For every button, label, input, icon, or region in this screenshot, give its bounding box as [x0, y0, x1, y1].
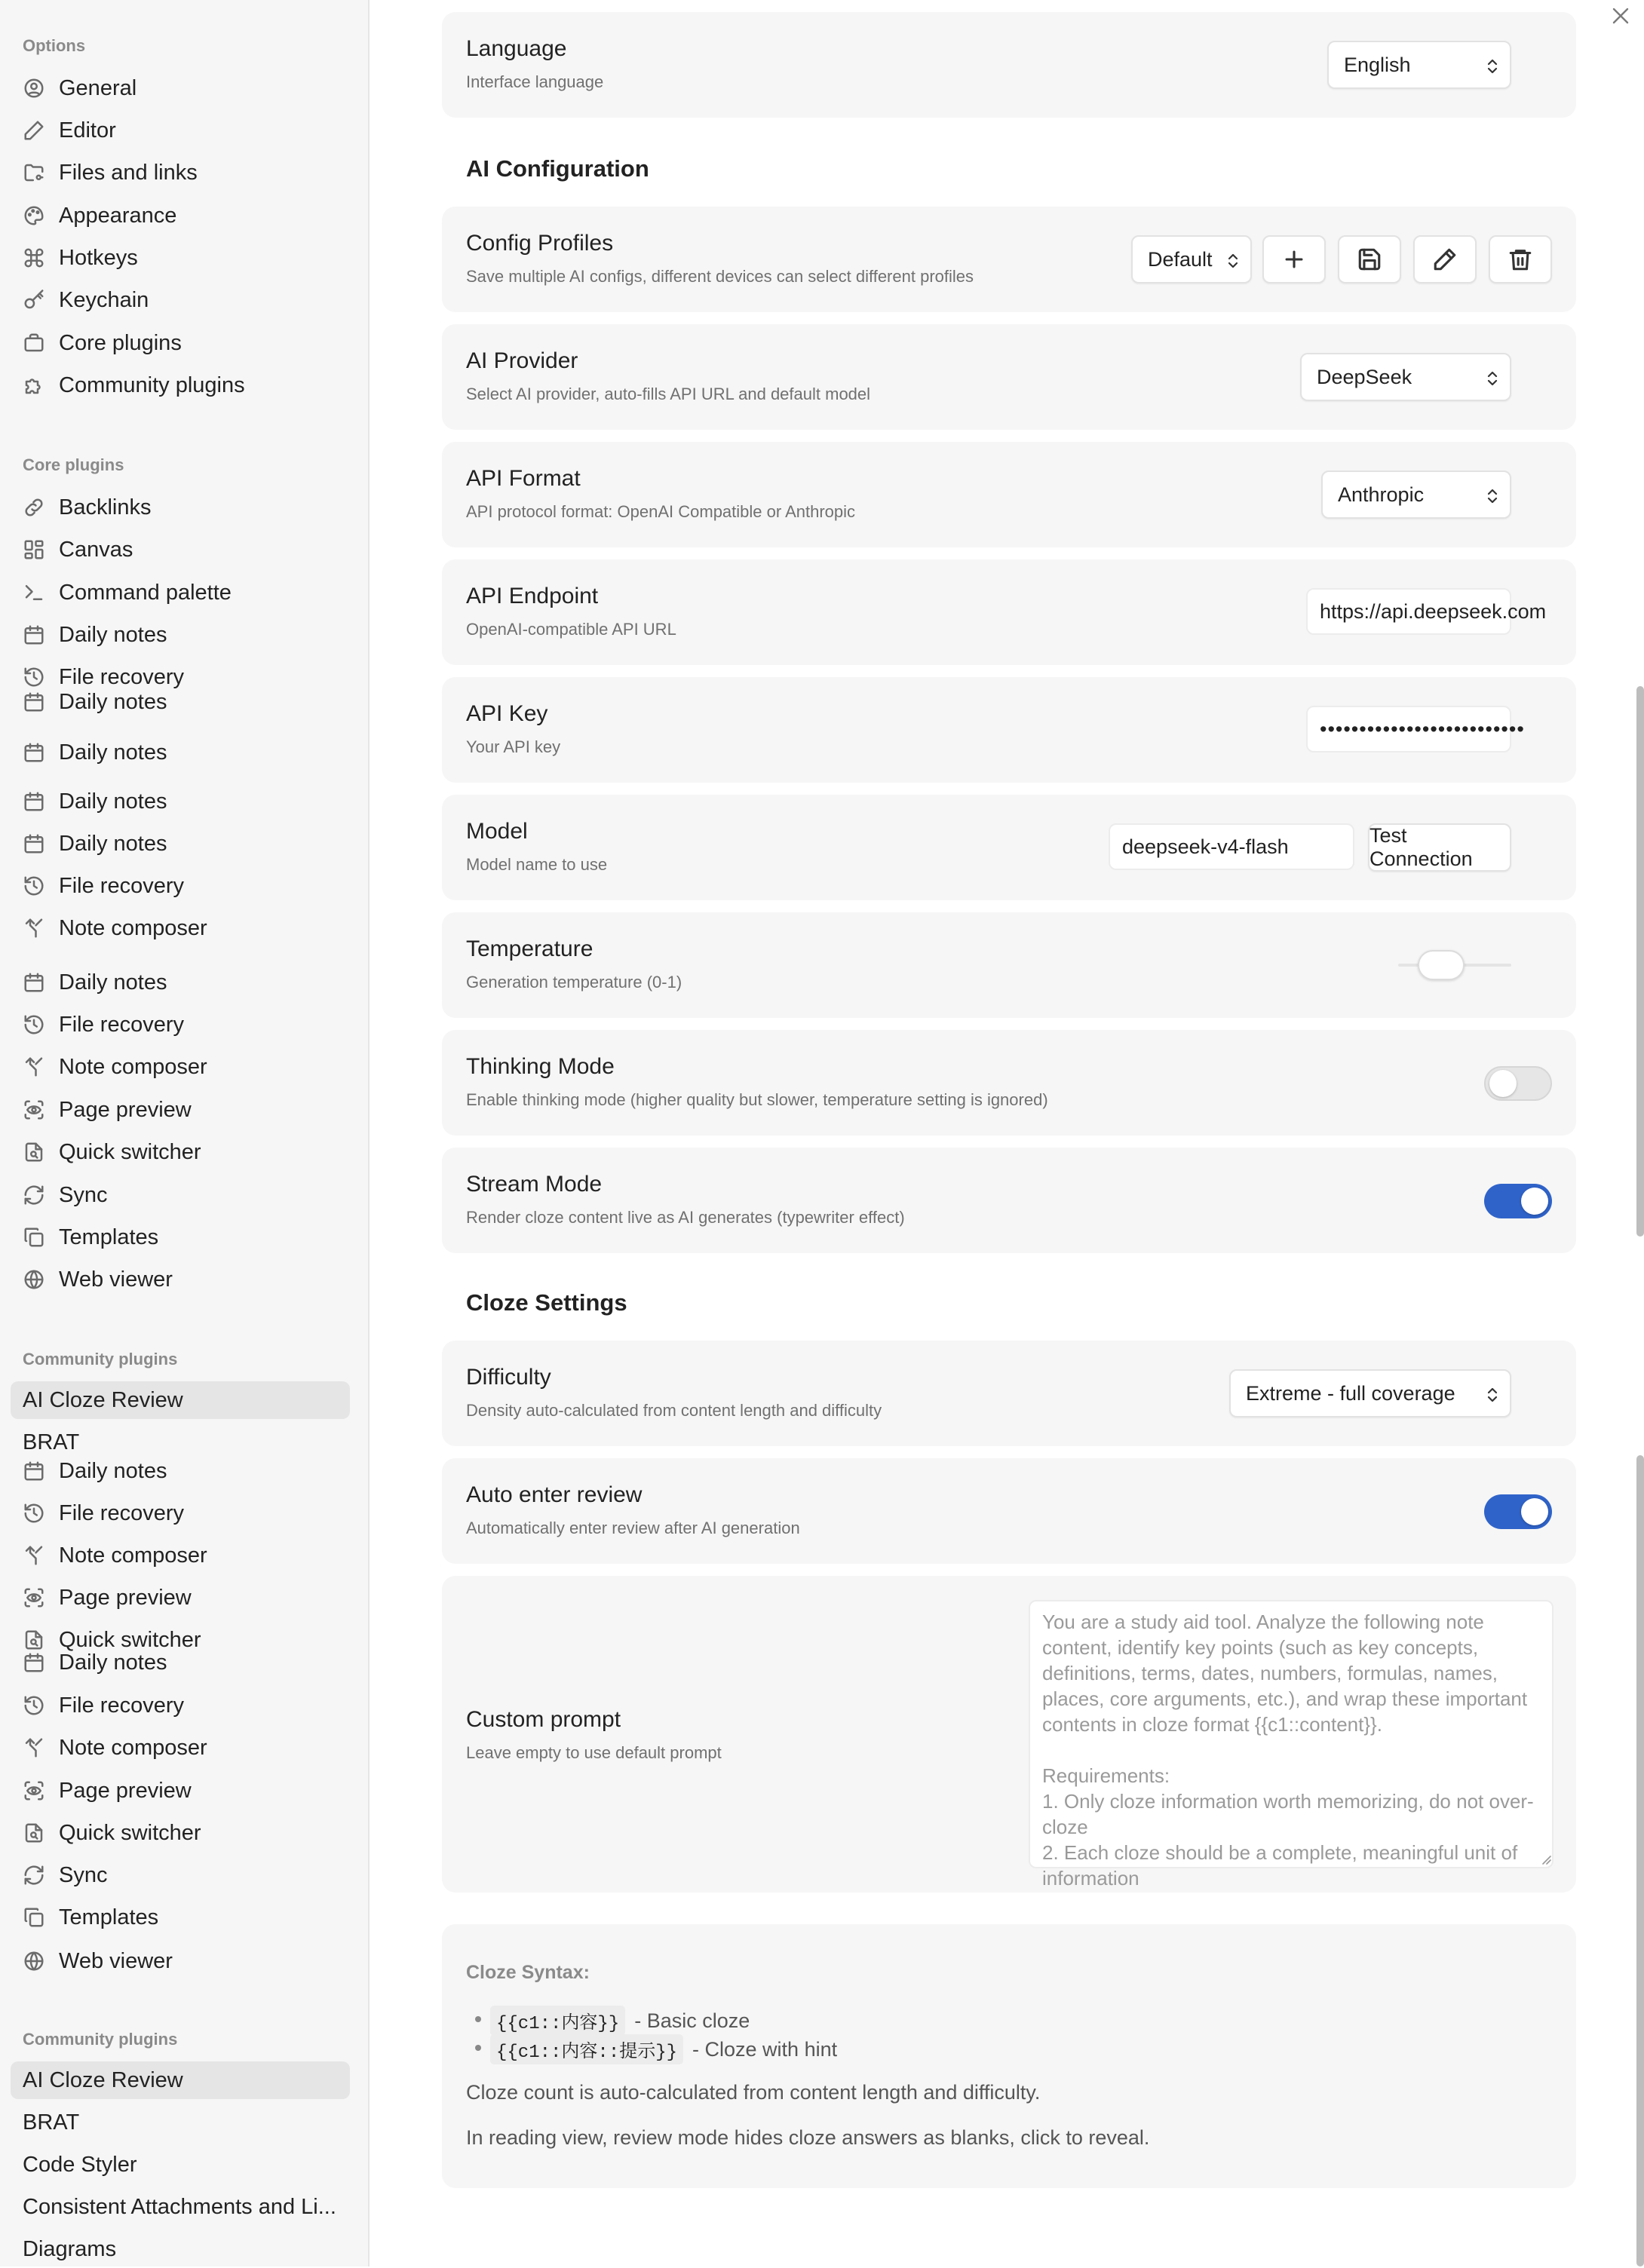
sidebar-item-ai-cloze-review[interactable] — [11, 2061, 350, 2099]
chevron-updown-icon — [1486, 1384, 1499, 1405]
sidebar-item-file-recovery[interactable] — [11, 1494, 350, 1532]
setting-description: Save multiple AI configs, different devices can select different profiles — [466, 267, 974, 286]
key-icon — [21, 287, 47, 313]
calendar-icon — [21, 622, 47, 648]
sidebar-item-label: Page preview — [59, 1097, 192, 1122]
sidebar-item-label: AI Cloze Review — [23, 1387, 183, 1412]
sidebar-item-consistent-attachments-and-li[interactable] — [11, 2188, 350, 2226]
sidebar-item-page-preview[interactable] — [11, 1091, 350, 1129]
sidebar-item-label: Note composer — [59, 1735, 207, 1760]
sidebar-item-label: Diagrams — [23, 2236, 117, 2261]
setting-description: Select AI provider, auto-fills API URL and default model — [466, 385, 871, 403]
link-icon — [21, 495, 47, 520]
sidebar-item-file-recovery[interactable] — [11, 1687, 350, 1724]
language-setting — [442, 12, 1576, 118]
setting-description: Generation temperature (0-1) — [466, 973, 682, 991]
sidebar-item-note-composer[interactable] — [11, 1729, 350, 1767]
sidebar-item-keychain[interactable] — [11, 281, 350, 319]
sidebar-item-daily-notes[interactable] — [11, 1452, 350, 1490]
briefcase-icon — [21, 330, 47, 356]
chevron-updown-icon — [1486, 486, 1499, 507]
custom-prompt-textarea[interactable]: You are a study aid tool. Analyze the following note content, identify key points (such as key concepts, definitions, terms, dates, numbers, formulas, names, places, core arguments, etc.), and wrap these important contents in cloze format {{c1::content}}. Requirements: 1. Only cloze information worth memorizing, do not over-cloze 2. Each cloze should be a complete, meaningful unit of information — [1029, 1600, 1554, 1868]
bullet-dot — [475, 2016, 481, 2022]
sidebar-item-templates[interactable] — [11, 1899, 350, 1936]
setting-title: Temperature — [466, 936, 593, 961]
syntax-hint-code: {{c1::内容::提示}} — [490, 2034, 683, 2064]
templates-icon — [21, 1905, 47, 1930]
syntax-basic-row — [490, 2006, 750, 2036]
scrollbar-thumb-lower[interactable] — [1636, 1455, 1644, 2266]
sidebar-item-label: File recovery — [59, 664, 184, 689]
setting-description: Density auto-calculated from content length and difficulty — [466, 1401, 882, 1420]
temperature-setting — [442, 912, 1576, 1018]
rename-profile-button[interactable] — [1413, 235, 1477, 284]
calendar-icon — [21, 1458, 47, 1484]
select-value: DeepSeek — [1317, 365, 1412, 388]
preview-icon — [21, 1097, 47, 1123]
sidebar-item-label: Page preview — [59, 1778, 192, 1803]
sidebar-item-general[interactable] — [11, 69, 350, 107]
syntax-basic-text: - Basic cloze — [634, 2009, 750, 2032]
sidebar-item-label: BRAT — [23, 1430, 80, 1454]
api-endpoint-setting — [442, 559, 1576, 665]
merge-icon — [21, 1054, 47, 1080]
globe-icon — [21, 1267, 47, 1292]
sidebar-item-label: Daily notes — [59, 622, 167, 647]
sidebar-item-label: File recovery — [59, 873, 184, 898]
folder-link-icon — [21, 160, 47, 185]
sidebar-item-hotkeys[interactable] — [11, 239, 350, 277]
setting-title: Custom prompt — [466, 1707, 621, 1732]
sidebar-item-label: Core plugins — [59, 330, 182, 355]
syntax-hint-row — [490, 2034, 837, 2064]
setting-title: API Endpoint — [466, 584, 599, 608]
scrollbar-thumb[interactable] — [1636, 686, 1644, 1237]
sidebar-item-label: Templates — [59, 1905, 159, 1929]
trash-icon — [1508, 247, 1533, 272]
select-value: English — [1344, 53, 1411, 76]
sidebar-heading-community-plugins: Community plugins — [23, 1350, 178, 1368]
sidebar-item-web-viewer[interactable] — [11, 1261, 350, 1298]
setting-title: API Key — [466, 701, 548, 726]
syntax-hint-text: - Cloze with hint — [692, 2037, 838, 2061]
calendar-icon — [21, 689, 47, 715]
terminal-icon — [21, 580, 47, 605]
sidebar-heading-options: Options — [23, 36, 86, 55]
calendar-icon — [21, 831, 47, 857]
test-connection-button[interactable]: Test Connection — [1368, 823, 1511, 872]
sidebar-item-code-styler[interactable] — [11, 2146, 350, 2184]
sidebar-item-label: Note composer — [59, 1054, 207, 1079]
sidebar-item-note-composer[interactable] — [11, 1537, 350, 1574]
resize-handle-icon[interactable] — [1538, 1852, 1552, 1865]
pencil-icon — [1432, 247, 1458, 272]
sidebar-item-daily-notes[interactable] — [11, 616, 350, 654]
sidebar-item-label: Quick switcher — [59, 1139, 201, 1164]
history-icon — [21, 873, 47, 899]
auto-review-setting — [442, 1458, 1576, 1564]
setting-description: OpenAI-compatible API URL — [466, 620, 676, 639]
model-setting — [442, 795, 1576, 900]
api-key-input[interactable]: •••••••••••••••••••••••••• — [1306, 706, 1511, 752]
grid-icon — [21, 537, 47, 562]
sync-icon — [21, 1182, 47, 1208]
sidebar-item-label: Consistent Attachments and Li... — [23, 2194, 336, 2219]
sidebar-item-appearance[interactable] — [11, 197, 350, 234]
sidebar-item-community-plugins[interactable] — [11, 366, 350, 404]
setting-description: Automatically enter review after AI generation — [466, 1519, 800, 1537]
setting-title: Auto enter review — [466, 1482, 643, 1507]
setting-title: Language — [466, 36, 567, 61]
sidebar-item-label: Daily notes — [59, 1458, 167, 1483]
calendar-icon — [21, 970, 47, 995]
syntax-basic-code: {{c1::内容}} — [490, 2006, 625, 2036]
add-profile-button[interactable] — [1262, 235, 1326, 284]
sidebar-item-label: Page preview — [59, 1585, 192, 1610]
sidebar-item-label: Sync — [59, 1182, 108, 1207]
globe-icon — [21, 1948, 47, 1974]
setting-title: Stream Mode — [466, 1172, 603, 1197]
select-value: Default — [1148, 247, 1213, 271]
chevron-updown-icon — [1226, 250, 1240, 271]
setting-title: Config Profiles — [466, 231, 614, 256]
setting-title: API Format — [466, 466, 581, 491]
temperature-slider-thumb[interactable] — [1418, 950, 1465, 980]
sidebar-item-daily-notes[interactable] — [11, 1644, 350, 1681]
model-input[interactable]: deepseek-v4-flash — [1109, 823, 1354, 870]
sidebar-item-note-composer[interactable] — [11, 909, 350, 947]
syntax-note-count: Cloze count is auto-calculated from content length and difficulty. — [466, 2081, 1041, 2104]
close-icon[interactable] — [1609, 5, 1632, 27]
sidebar-item-label: Backlinks — [59, 495, 152, 519]
sidebar-item-label: File recovery — [59, 1012, 184, 1037]
sidebar-item-file-recovery[interactable] — [11, 1006, 350, 1044]
sidebar-item-label: Daily notes — [59, 740, 167, 765]
history-icon — [21, 1500, 47, 1526]
history-icon — [21, 1693, 47, 1718]
sidebar-item-ai-cloze-review[interactable] — [11, 1381, 350, 1419]
chevron-updown-icon — [1486, 56, 1499, 77]
custom-prompt-setting — [442, 1576, 1576, 1893]
sync-icon — [21, 1862, 47, 1888]
language-select[interactable] — [1327, 41, 1511, 89]
sidebar-item-core-plugins[interactable] — [11, 324, 350, 362]
sidebar-item-label: Note composer — [59, 915, 207, 940]
sidebar-item-daily-notes[interactable] — [11, 734, 350, 771]
api-format-setting — [442, 442, 1576, 547]
user-circle-icon — [21, 75, 47, 101]
setting-description: Interface language — [466, 72, 604, 91]
save-profile-button[interactable] — [1338, 235, 1401, 284]
sidebar-item-label: Daily notes — [59, 831, 167, 856]
sidebar-item-daily-notes[interactable] — [11, 964, 350, 1001]
settings-sidebar — [0, 0, 370, 2266]
sidebar-item-daily-notes[interactable] — [11, 683, 350, 721]
palette-icon — [21, 203, 47, 228]
setting-title: Difficulty — [466, 1365, 551, 1390]
select-value: Anthropic — [1338, 483, 1425, 506]
history-icon — [21, 1012, 47, 1037]
sidebar-item-sync[interactable] — [11, 1856, 350, 1894]
sidebar-item-label: Code Styler — [23, 2152, 137, 2177]
calendar-icon — [21, 1650, 47, 1675]
api-key-setting — [442, 677, 1576, 783]
merge-icon — [21, 915, 47, 941]
stream-mode-setting — [442, 1148, 1576, 1253]
thinking-mode-toggle[interactable] — [1484, 1066, 1552, 1101]
sidebar-item-backlinks[interactable] — [11, 489, 350, 526]
api-endpoint-input[interactable]: https://api.deepseek.com — [1306, 588, 1511, 635]
sidebar-item-editor[interactable] — [11, 112, 350, 149]
sidebar-item-files-and-links[interactable] — [11, 154, 350, 192]
sidebar-item-label: Daily notes — [59, 1650, 167, 1675]
sidebar-item-label: File recovery — [59, 1500, 184, 1525]
sidebar-item-label: Files and links — [59, 160, 198, 185]
sidebar-item-page-preview[interactable] — [11, 1772, 350, 1810]
setting-description: Your API key — [466, 737, 561, 756]
select-value: Extreme - full coverage — [1246, 1381, 1455, 1405]
setting-description: API protocol format: OpenAI Compatible or Anthropic — [466, 502, 856, 521]
section-heading-cloze-settings: Cloze Settings — [466, 1289, 627, 1316]
setting-title: Model — [466, 819, 528, 844]
puzzle-icon — [21, 372, 47, 398]
sidebar-item-diagrams[interactable] — [11, 2230, 350, 2268]
sidebar-item-label: File recovery — [59, 1693, 184, 1718]
sidebar-item-label: Quick switcher — [59, 1627, 201, 1652]
file-search-icon — [21, 1820, 47, 1846]
sidebar-item-label: Daily notes — [59, 689, 167, 714]
sidebar-item-brat[interactable] — [11, 2104, 350, 2141]
bullet-dot — [475, 2045, 481, 2051]
templates-icon — [21, 1224, 47, 1250]
sidebar-item-canvas[interactable] — [11, 531, 350, 569]
setting-description: Model name to use — [466, 855, 608, 874]
setting-description: Render cloze content live as AI generates (typewriter effect) — [466, 1208, 905, 1227]
sidebar-item-sync[interactable] — [11, 1176, 350, 1214]
syntax-title: Cloze Syntax: — [466, 1962, 590, 1983]
preview-icon — [21, 1585, 47, 1611]
sidebar-item-label: Web viewer — [59, 1267, 173, 1292]
pencil-icon — [21, 118, 47, 143]
setting-description: Enable thinking mode (higher quality but slower, temperature setting is ignored) — [466, 1090, 1048, 1109]
difficulty-setting — [442, 1341, 1576, 1446]
sidebar-item-label: Note composer — [59, 1543, 207, 1568]
file-search-icon — [21, 1139, 47, 1165]
sidebar-item-label: Keychain — [59, 287, 149, 312]
sidebar-item-label: Templates — [59, 1224, 159, 1249]
sidebar-item-label: Canvas — [59, 537, 133, 562]
api-format-select[interactable] — [1321, 470, 1511, 519]
calendar-icon — [21, 740, 47, 765]
ai-provider-setting — [442, 324, 1576, 430]
sidebar-item-label: Editor — [59, 118, 116, 143]
sidebar-item-quick-switcher[interactable] — [11, 1133, 350, 1171]
setting-description: Leave empty to use default prompt — [466, 1743, 722, 1762]
sidebar-item-note-composer[interactable] — [11, 1048, 350, 1086]
thinking-mode-setting — [442, 1030, 1576, 1136]
config-profiles-setting — [442, 207, 1576, 312]
sidebar-item-daily-notes[interactable] — [11, 783, 350, 820]
sidebar-item-label: AI Cloze Review — [23, 2067, 183, 2092]
sidebar-item-label: Web viewer — [59, 1948, 173, 1973]
profile-select[interactable] — [1131, 235, 1252, 284]
command-icon — [21, 245, 47, 271]
calendar-icon — [21, 789, 47, 814]
stream-mode-toggle[interactable] — [1484, 1184, 1552, 1218]
preview-icon — [21, 1778, 47, 1804]
sidebar-item-label: Daily notes — [59, 789, 167, 814]
save-icon — [1357, 247, 1382, 272]
delete-profile-button[interactable] — [1489, 235, 1552, 284]
merge-icon — [21, 1543, 47, 1568]
sidebar-item-label: Quick switcher — [59, 1820, 201, 1845]
sidebar-item-label: Daily notes — [59, 970, 167, 995]
auto-review-toggle[interactable] — [1484, 1494, 1552, 1529]
plus-icon — [1281, 247, 1307, 272]
sidebar-heading-community-plugins-2: Community plugins — [23, 2030, 178, 2049]
provider-select[interactable] — [1300, 353, 1511, 401]
sidebar-item-label: General — [59, 75, 137, 100]
sidebar-item-label: Community plugins — [59, 372, 245, 397]
sidebar-item-label: Sync — [59, 1862, 108, 1887]
sidebar-item-label: Hotkeys — [59, 245, 138, 270]
sidebar-item-templates[interactable] — [11, 1218, 350, 1256]
sidebar-item-command-palette[interactable] — [11, 574, 350, 611]
difficulty-select[interactable] — [1229, 1369, 1511, 1418]
merge-icon — [21, 1735, 47, 1761]
sidebar-item-web-viewer[interactable] — [11, 1942, 350, 1980]
syntax-note-reading: In reading view, review mode hides cloze answers as blanks, click to reveal. — [466, 2126, 1150, 2149]
chevron-updown-icon — [1486, 368, 1499, 389]
sidebar-heading-core-plugins: Core plugins — [23, 455, 124, 474]
sidebar-item-label: Command palette — [59, 580, 232, 605]
sidebar-item-file-recovery[interactable] — [11, 867, 350, 905]
section-heading-ai-configuration: AI Configuration — [466, 155, 649, 182]
setting-title: AI Provider — [466, 348, 578, 373]
sidebar-item-page-preview[interactable] — [11, 1579, 350, 1617]
sidebar-item-label: Appearance — [59, 203, 177, 228]
sidebar-item-daily-notes[interactable] — [11, 825, 350, 863]
sidebar-item-label: BRAT — [23, 2110, 80, 2135]
sidebar-item-quick-switcher[interactable] — [11, 1814, 350, 1852]
setting-title: Thinking Mode — [466, 1054, 615, 1079]
